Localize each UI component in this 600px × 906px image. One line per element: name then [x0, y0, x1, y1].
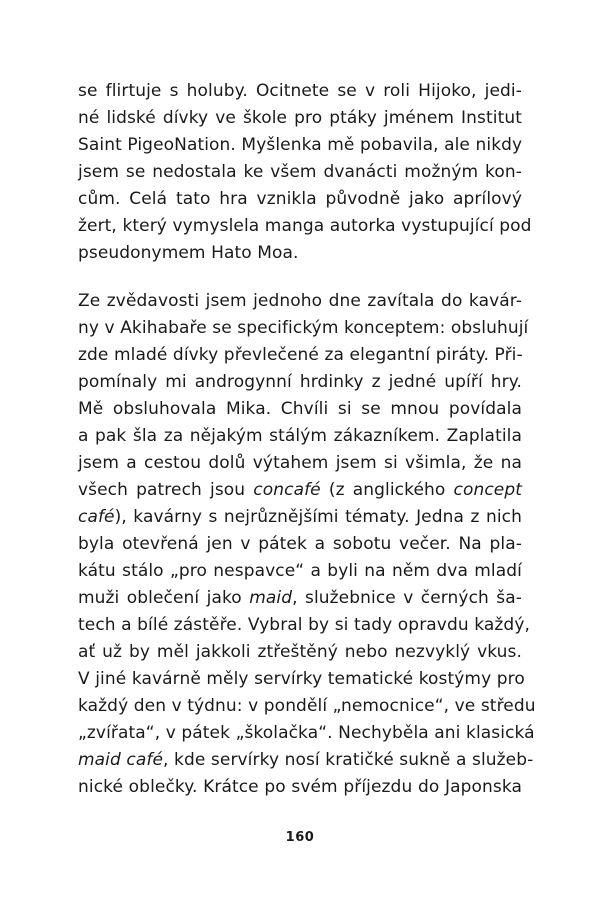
text-run: ať už by měl jakkoli ztřeštěný nebo nezvyklý vkus.	[78, 642, 522, 662]
text-line	[78, 747, 534, 774]
text-run: všech patrech jsou	[78, 480, 254, 500]
text-line	[78, 342, 522, 369]
text-line	[78, 450, 522, 477]
italic-term: maid café	[78, 750, 164, 770]
text-run: pseudonymem Hato Moa.	[78, 243, 299, 263]
text-line	[78, 78, 522, 105]
italic-term: concafé	[253, 480, 321, 500]
text-line	[78, 720, 535, 747]
italic-term: maid	[249, 588, 293, 608]
text-run: , služebnice v černých ša-	[292, 588, 522, 608]
text-run: a pak šla za nějakým stálým zákazníkem. Zaplatila	[78, 426, 522, 446]
text-line	[78, 186, 522, 213]
text-line	[78, 396, 522, 423]
text-run: „zvířata“, v pátek „školačka“. Nechyběla ani klasická	[78, 723, 535, 743]
text-run: žert, který vymyslela manga autorka vystupující pod	[78, 216, 532, 236]
text-line	[78, 531, 522, 558]
text-run: byla otevřená jen v pátek a sobotu večer. Na pla-	[78, 534, 522, 554]
text-run: Ze zvědavosti jsem jednoho dne zavítala do kavár-	[78, 291, 522, 311]
text-line	[78, 693, 536, 720]
text-run: každý den v týdnu: v pondělí „nemocnice“, ve středu	[78, 696, 536, 716]
text-run: (z anglického	[320, 480, 454, 500]
text-line	[78, 159, 522, 186]
text-line	[78, 774, 522, 801]
text-line	[78, 213, 532, 240]
text-line	[78, 369, 522, 396]
text-line	[78, 639, 522, 666]
text-line	[78, 666, 525, 693]
text-run: ), kavárny s nejrůznějšími tématy. Jedna z nich	[114, 507, 522, 527]
paragraph-1	[78, 78, 532, 267]
text-run: cům. Celá tato hra vznikla původně jako aprílový	[78, 189, 522, 209]
paragraph-2	[78, 288, 536, 801]
text-run: zde mladé dívky převlečené za elegantní piráty. Při-	[78, 345, 523, 365]
text-run: V jiné kavárně měly servírky tematické kostýmy pro	[78, 669, 525, 689]
text-run: se flirtuje s holuby. Ocitnete se v roli Hijoko, jedi-	[78, 81, 522, 101]
text-run: Saint PigeoNation. Myšlenka mě pobavila, ale nikdy	[78, 135, 523, 155]
text-run: muži oblečení jako	[78, 588, 250, 608]
text-run: jsem a cestou dolů výtahem jsem si všimla, že na	[78, 453, 522, 473]
text-line	[78, 504, 522, 531]
text-line	[78, 423, 522, 450]
text-line	[78, 612, 530, 639]
text-run: ny v Akihabaře se specifickým konceptem: obsluhují	[78, 318, 529, 338]
text-line	[78, 240, 522, 267]
italic-term: café	[78, 507, 115, 527]
text-run: Mě obsluhovala Mika. Chvíli si se mnou povídala	[78, 399, 522, 419]
text-run: né lidské dívky ve škole pro ptáky jménem Institut	[78, 108, 522, 128]
text-line	[78, 315, 529, 342]
text-run: nické oblečky. Krátce po svém příjezdu do Japonska	[78, 777, 522, 797]
text-line	[78, 477, 522, 504]
text-line	[78, 105, 522, 132]
text-run: tech a bílé zástěře. Vybral by si tady opravdu každý,	[78, 615, 530, 635]
text-line	[78, 585, 522, 612]
page-number: 160	[285, 830, 315, 845]
italic-term: concept	[453, 480, 522, 500]
text-line	[78, 558, 522, 585]
text-run: , kde servírky nosí kratičké sukně a služeb-	[163, 750, 534, 770]
text-line	[78, 288, 522, 315]
text-run: kátu stálo „pro nespavce“ a byli na něm dva mladí	[78, 561, 522, 581]
text-run: jsem se nedostala ke všem dvanácti možným kon-	[78, 162, 522, 182]
text-run: pomínaly mi androgynní hrdinky z jedné upíří hry.	[78, 372, 522, 392]
text-line	[78, 132, 522, 159]
